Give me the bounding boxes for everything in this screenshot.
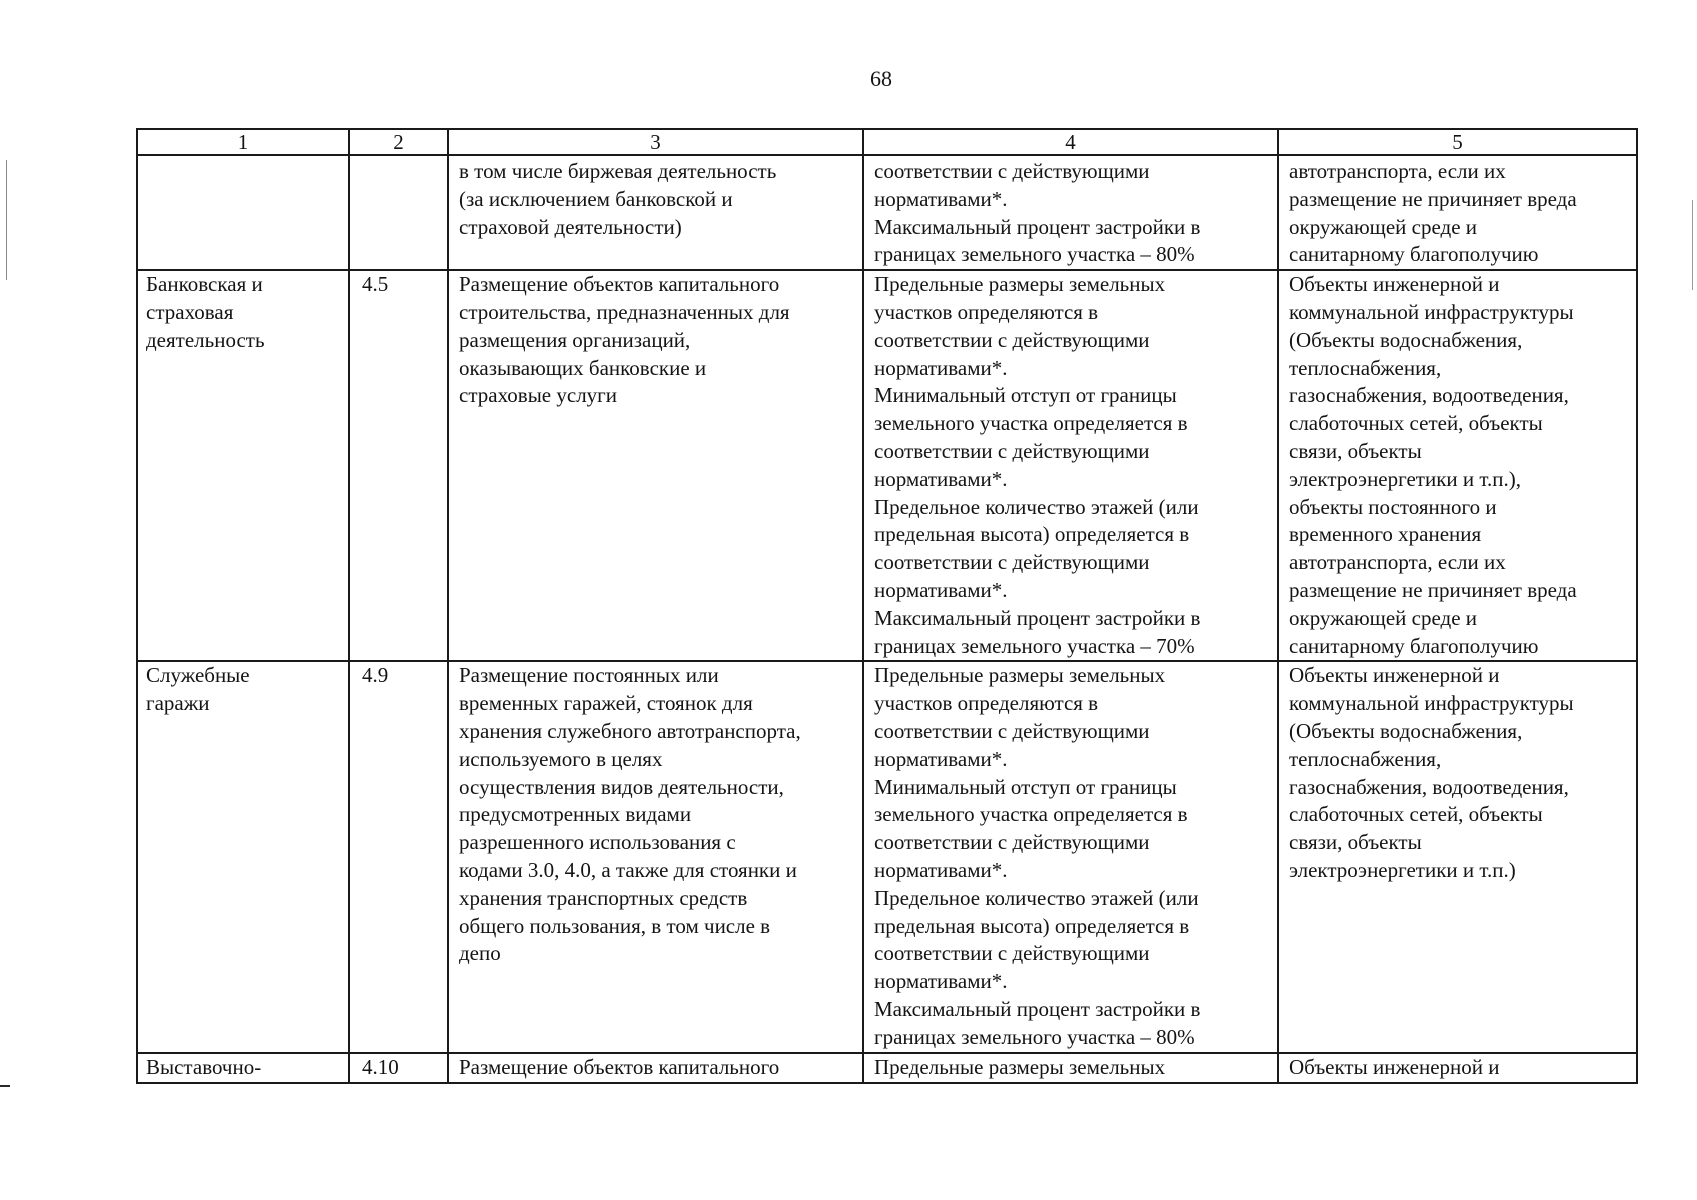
activity-description-cell bbox=[448, 270, 863, 661]
cell-text-line: Минимальный отступ от границы bbox=[874, 774, 1177, 799]
cell-text-line: осуществления видов деятельности, bbox=[459, 774, 784, 799]
cell-text-line: нормативами*. bbox=[874, 466, 1008, 491]
cell-text-line: Выставочно- bbox=[146, 1054, 262, 1079]
cell-text-line: соответствии с действующими bbox=[874, 941, 1150, 966]
cell-text-line: страховой деятельности) bbox=[459, 214, 682, 239]
header-cell-col1: 1 bbox=[137, 129, 349, 155]
cell-text-line: нормативами*. bbox=[874, 186, 1008, 211]
land-use-table bbox=[136, 128, 1638, 1084]
table-row bbox=[137, 155, 1637, 270]
cell-text-line: Минимальный отступ от границы bbox=[874, 383, 1177, 408]
cell-text-line: Предельное количество этажей (или bbox=[874, 494, 1199, 519]
cell-text-line: соответствии с действующими bbox=[874, 159, 1150, 183]
cell-text-line: земельного участка определяется в bbox=[874, 411, 1188, 436]
cell-text-line: коммунальной инфраструктуры bbox=[1289, 691, 1574, 716]
activity-code-cell bbox=[349, 270, 448, 661]
cell-text-line: окружающей среде и bbox=[1289, 214, 1478, 239]
cell-text-line: границах земельного участка – 70% bbox=[874, 633, 1195, 658]
cell-text-line: предельная высота) определяется в bbox=[874, 522, 1190, 547]
cell-text: 4.5 bbox=[362, 272, 389, 297]
cell-text-line: соответствии с действующими bbox=[874, 830, 1150, 855]
cell-text-line: строительства, предназначенных для bbox=[459, 299, 790, 324]
cell-text-line: электроэнергетики и т.п.), bbox=[1289, 466, 1521, 491]
table-row bbox=[137, 661, 1637, 1052]
cell-text-line: Предельные размеры земельных bbox=[874, 272, 1166, 297]
cell-text-line: Максимальный процент застройки в bbox=[874, 214, 1201, 239]
cell-text-line: депо bbox=[459, 941, 501, 966]
header-cell-col2: 2 bbox=[349, 129, 448, 155]
cell-text-line: электроэнергетики и т.п.) bbox=[1289, 857, 1516, 882]
header-cell-col5: 5 bbox=[1278, 129, 1637, 155]
cell-text-line: соответствии с действующими bbox=[874, 438, 1150, 463]
cell-text-line: Банковская и bbox=[146, 272, 263, 297]
cell-text-line: хранения транспортных средств bbox=[459, 885, 748, 910]
cell-text-line: санитарному благополучию bbox=[1289, 242, 1539, 267]
cell-text-line: Служебные bbox=[146, 663, 250, 688]
cell-text-line: соответствии с действующими bbox=[874, 327, 1150, 352]
scan-edge-mark bbox=[6, 160, 7, 280]
cell-text: 4.9 bbox=[362, 663, 389, 688]
cell-text-line: размещение не причиняет вреда bbox=[1289, 186, 1577, 211]
cell-text-line: в том числе биржевая деятельность bbox=[459, 159, 777, 183]
cell-text-line: коммунальной инфраструктуры bbox=[1289, 299, 1574, 324]
cell-text-line: (за исключением банковской и bbox=[459, 186, 733, 211]
header-cell-col3: 3 bbox=[448, 129, 863, 155]
activity-description-cell bbox=[448, 661, 863, 1052]
cell-text-line: Предельные размеры земельных bbox=[874, 1054, 1166, 1079]
cell-text-line: участков определяются в bbox=[874, 299, 1099, 324]
cell-text-line: используемого в целях bbox=[459, 746, 663, 771]
cell-text-line: Максимальный процент застройки в bbox=[874, 605, 1201, 630]
cell-text-line: временных гаражей, стоянок для bbox=[459, 691, 753, 716]
activity-name-cell bbox=[137, 155, 349, 270]
cell-text-line: размещения организаций, bbox=[459, 327, 691, 352]
cell-text-line: теплоснабжения, bbox=[1289, 746, 1442, 771]
cell-text-line: разрешенного использования с bbox=[459, 830, 736, 855]
scan-edge-mark bbox=[0, 1085, 10, 1087]
cell-text-line: теплоснабжения, bbox=[1289, 355, 1442, 380]
building-parameters-cell bbox=[863, 155, 1278, 270]
cell-text-line: границах земельного участка – 80% bbox=[874, 242, 1195, 267]
cell-text-line: участков определяются в bbox=[874, 691, 1099, 716]
cell-text-line: Размещение объектов капитального bbox=[459, 1054, 780, 1079]
cell-text-line: нормативами*. bbox=[874, 746, 1008, 771]
cell-text-line: общего пользования, в том числе в bbox=[459, 913, 771, 938]
activity-name-cell bbox=[137, 270, 349, 661]
cell-text-line: деятельность bbox=[146, 327, 265, 352]
cell-text-line: предельная высота) определяется в bbox=[874, 913, 1190, 938]
header-cell-col4: 4 bbox=[863, 129, 1278, 155]
cell-text-line: соответствии с действующими bbox=[874, 718, 1150, 743]
auxiliary-uses-cell bbox=[1278, 270, 1637, 661]
auxiliary-uses-cell bbox=[1278, 155, 1637, 270]
cell-text-line: Размещение постоянных или bbox=[459, 663, 719, 688]
activity-code-cell bbox=[349, 661, 448, 1052]
cell-text-line: земельного участка определяется в bbox=[874, 802, 1188, 827]
cell-text: 4.10 bbox=[362, 1054, 399, 1079]
cell-text-line: слаботочных сетей, объекты bbox=[1289, 411, 1543, 436]
cell-text-line: (Объекты водоснабжения, bbox=[1289, 327, 1523, 352]
cell-text-line: нормативами*. bbox=[874, 355, 1008, 380]
building-parameters-cell bbox=[863, 661, 1278, 1052]
cell-text-line: нормативами*. bbox=[874, 857, 1008, 882]
cell-text-line: Объекты инженерной и bbox=[1289, 272, 1500, 297]
building-parameters-cell bbox=[863, 1053, 1278, 1083]
cell-text-line: гаражи bbox=[146, 691, 210, 716]
cell-text-line: автотранспорта, если их bbox=[1289, 159, 1506, 183]
activity-description-cell bbox=[448, 155, 863, 270]
activity-code-cell bbox=[349, 155, 448, 270]
table-body bbox=[137, 129, 1637, 1083]
activity-code-cell bbox=[349, 1053, 448, 1083]
cell-text-line: страховая bbox=[146, 299, 234, 324]
cell-text-line: Объекты инженерной и bbox=[1289, 663, 1500, 688]
table-row bbox=[137, 1053, 1637, 1083]
building-parameters-cell bbox=[863, 270, 1278, 661]
cell-text-line: кодами 3.0, 4.0, а также для стоянки и bbox=[459, 857, 797, 882]
cell-text-line: страховые услуги bbox=[459, 383, 618, 408]
cell-text-line: Максимальный процент застройки в bbox=[874, 996, 1201, 1021]
header-row bbox=[137, 129, 1637, 155]
auxiliary-uses-cell bbox=[1278, 661, 1637, 1052]
cell-text-line: нормативами*. bbox=[874, 969, 1008, 994]
auxiliary-uses-cell bbox=[1278, 1053, 1637, 1083]
cell-text-line: Объекты инженерной и bbox=[1289, 1054, 1500, 1079]
table-row bbox=[137, 270, 1637, 661]
cell-text-line: связи, объекты bbox=[1289, 830, 1422, 855]
cell-text-line: предусмотренных видами bbox=[459, 802, 692, 827]
activity-name-cell bbox=[137, 1053, 349, 1083]
cell-text-line: окружающей среде и bbox=[1289, 605, 1478, 630]
cell-text-line: оказывающих банковские и bbox=[459, 355, 707, 380]
scan-edge-mark bbox=[1692, 200, 1693, 290]
cell-text-line: (Объекты водоснабжения, bbox=[1289, 718, 1523, 743]
cell-text-line: Предельное количество этажей (или bbox=[874, 885, 1199, 910]
cell-text-line: Предельные размеры земельных bbox=[874, 663, 1166, 688]
cell-text-line: газоснабжения, водоотведения, bbox=[1289, 383, 1569, 408]
cell-text-line: автотранспорта, если их bbox=[1289, 550, 1506, 575]
cell-text-line: хранения служебного автотранспорта, bbox=[459, 718, 801, 743]
cell-text-line: нормативами*. bbox=[874, 577, 1008, 602]
activity-name-cell bbox=[137, 661, 349, 1052]
cell-text-line: временного хранения bbox=[1289, 522, 1482, 547]
cell-text-line: санитарному благополучию bbox=[1289, 633, 1539, 658]
cell-text-line: соответствии с действующими bbox=[874, 550, 1150, 575]
cell-text-line: размещение не причиняет вреда bbox=[1289, 577, 1577, 602]
cell-text-line: связи, объекты bbox=[1289, 438, 1422, 463]
page-number: 68 bbox=[870, 66, 892, 91]
cell-text-line: объекты постоянного и bbox=[1289, 494, 1497, 519]
cell-text-line: Размещение объектов капитального bbox=[459, 272, 780, 297]
cell-text-line: газоснабжения, водоотведения, bbox=[1289, 774, 1569, 799]
cell-text-line: границах земельного участка – 80% bbox=[874, 1024, 1195, 1049]
activity-description-cell bbox=[448, 1053, 863, 1083]
cell-text-line: слаботочных сетей, объекты bbox=[1289, 802, 1543, 827]
